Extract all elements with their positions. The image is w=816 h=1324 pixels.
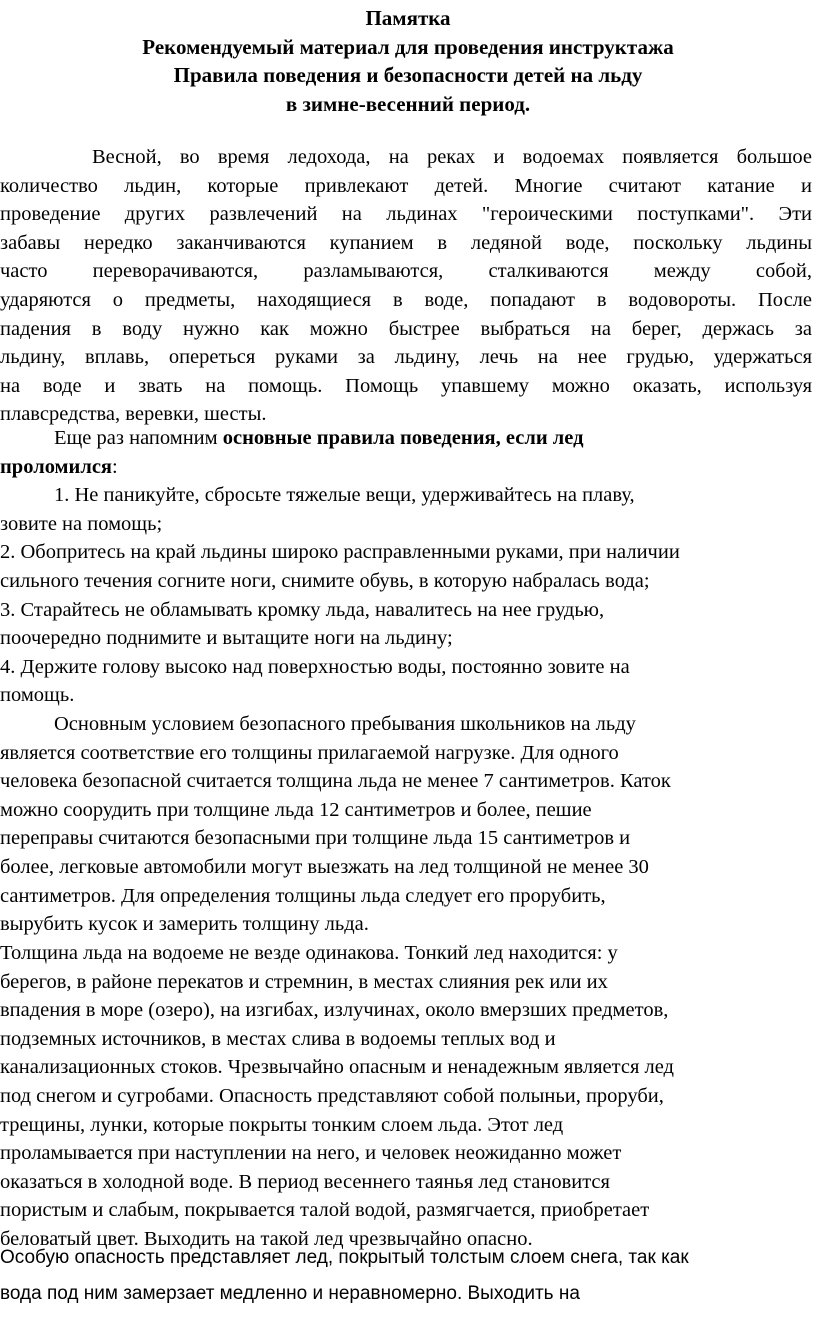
snow-ice-line: вода под ним замерзает медленно и неравномерно. Выходить на — [0, 1283, 580, 1304]
thin-ice-line: трещины, лунки, которые покрыты тонким слоем льда. Этот лед — [0, 1113, 564, 1136]
thin-ice-line: оказаться в холодной воде. В период весеннего таянья лед становится — [0, 1170, 610, 1193]
thickness-line: является соответствие его толщины прилагаемой нагрузке. Для одного — [0, 741, 619, 764]
thin-ice-line: проламывается при наступлении на него, и человек неожиданно может — [0, 1142, 622, 1165]
rule-item-2-line-1: 2. Обопритесь на край льдины широко расправленными руками, при наличии — [0, 541, 680, 564]
thin-ice-line: впадения в море (озеро), на изгибах, излучинах, около вмерзших предметов, — [0, 999, 669, 1022]
rules-lead-text: Еще раз напомним — [54, 427, 223, 449]
thin-ice-line: беловатый цвет. Выходить на такой лед чрезвычайно опасно. — [0, 1227, 533, 1250]
thickness-line: человека безопасной считается толщина льда не менее 7 сантиметров. Каток — [0, 770, 671, 793]
rules-lead-bold-end: проломился — [0, 455, 113, 478]
thickness-line: можно соорудить при толщине льда 12 сантиметров и более, пешие — [0, 798, 592, 821]
intro-line: забавы нередко заканчиваются купанием в ледяной воде, поскольку льдины — [0, 231, 812, 254]
rules-section — [0, 424, 800, 710]
intro-line: на воде и звать на помощь. Помощь упавшему можно оказать, используя — [0, 374, 812, 397]
thin-ice-line: берегов, в районе перекатов и стремнин, в местах слияния рек или их — [0, 970, 608, 993]
rules-lead-continued — [0, 453, 800, 482]
thin-ice-line: пористым и слабым, покрывается талой водой, размягчается, приобретает — [0, 1199, 650, 1222]
title-line-period: в зимне-весенний период. — [285, 91, 531, 116]
rule-item-4-line-2: помощь. — [0, 684, 75, 707]
rule-item-2-line-2: сильного течения согните ноги, снимите обувь, в которую набралась вода; — [0, 569, 650, 592]
intro-line: льдину, вплавь, опереться руками за льдину, лечь на нее грудью, удержаться — [0, 346, 812, 369]
title-line-recommended: Рекомендуемый материал для проведения инструктажа — [142, 34, 674, 59]
intro-line: ударяются о предметы, находящиеся в воде, попадают в водовороты. После — [0, 288, 812, 311]
thin-ice-line: канализационных стоков. Чрезвычайно опасным и ненадежным является лед — [0, 1056, 674, 1079]
title-line-memo: Памятка — [365, 6, 451, 30]
thin-ice-line: подземных источников, в местах слива в водоемы теплых вод и — [0, 1027, 556, 1050]
thickness-line: Основным условием безопасного пребывания школьников на льду — [54, 713, 636, 735]
rules-lead — [0, 424, 800, 453]
rule-item-1-line-1: 1. Не паникуйте, сбросьте тяжелые вещи, удерживайтесь на плаву, — [54, 484, 635, 507]
thickness-line: более, легковые автомобили могут выезжать на лед толщиной не менее 30 — [0, 855, 649, 878]
rules-lead-bold: основные правила поведения, если лед — [222, 427, 584, 449]
rule-item-1-line-2: зовите на помощь; — [0, 512, 163, 535]
rule-item-4-line-1: 4. Держите голову высоко над поверхностью воды, постоянно зовите на — [0, 655, 630, 678]
thickness-line: сантиметров. Для определения толщины льда следует его прорубить, — [0, 884, 606, 907]
intro-line: плавсредства, веревки, шесты. — [0, 403, 267, 426]
rules-lead-colon: : — [112, 455, 118, 478]
thin-ice-line: под снегом и сугробами. Опасность представляют собой полыньи, проруби, — [0, 1084, 664, 1107]
thin-ice-paragraph — [0, 939, 800, 1254]
title-line-rules: Правила поведения и безопасности детей на льду — [173, 63, 643, 87]
thickness-line: вырубить кусок и замерить толщину льда. — [0, 913, 369, 936]
intro-line: часто переворачиваются, разламываются, сталкиваются между собой, — [0, 260, 812, 283]
intro-line: падения в воду нужно как можно быстрее выбраться на берег, держась за — [0, 317, 812, 340]
snow-ice-paragraph — [0, 1240, 800, 1312]
rule-item-3-line-1: 3. Старайтесь не обламывать кромку льда, навалитесь на нее грудью, — [0, 598, 605, 621]
intro-line: проведение других развлечений на льдинах "героическими поступками". Эти — [0, 203, 812, 226]
rule-item-3-line-2: поочередно поднимите и вытащите ноги на льдину; — [0, 627, 453, 650]
snow-ice-line: Особую опасность представляет лед, покрытый толстым слоем снега, так как — [0, 1247, 689, 1268]
intro-line: Весной, во время ледохода, на реках и водоемах появляется большое — [92, 146, 812, 168]
intro-line: количество льдин, которые привлекают детей. Многие считают катание и — [0, 174, 812, 197]
thickness-paragraph — [0, 710, 800, 939]
intro-paragraph — [0, 143, 812, 429]
thin-ice-line: Толщина льда на водоеме не везде одинакова. Тонкий лед находится: у — [0, 942, 618, 964]
thickness-line: переправы считаются безопасными при толщине льда 15 сантиметров и — [0, 827, 631, 850]
document-title — [0, 4, 816, 118]
